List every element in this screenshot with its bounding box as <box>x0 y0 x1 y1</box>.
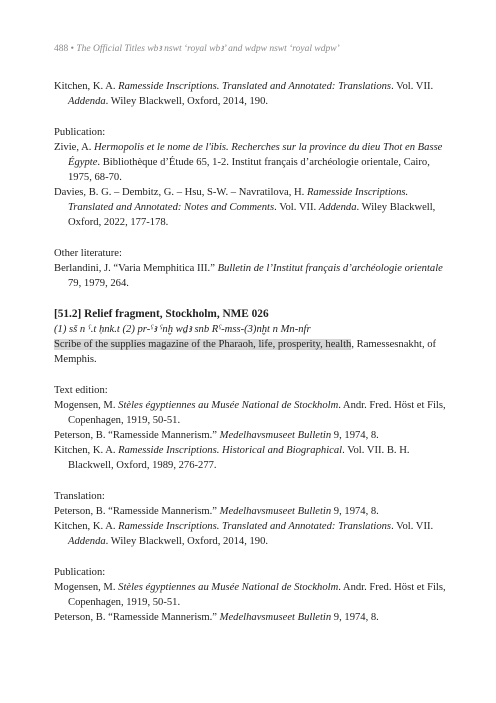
reference-entry <box>54 398 446 428</box>
ref-details: . Wiley Blackwell, Oxford, 2014, 190. <box>105 96 269 107</box>
ref-author: Kitchen, K. A. <box>54 81 119 92</box>
ref-author: Kitchen, K. A. <box>54 445 119 456</box>
ref-author: Davies, B. G. – Dembitz, G. – Hsu, S-W. – Navratilova, H. <box>54 187 307 198</box>
translation-line <box>54 337 446 367</box>
ref-details: 9, 1974, 8. <box>331 612 379 623</box>
ref-details: 9, 1974, 8. <box>331 430 379 441</box>
running-title: The Official Titles wbꜣ nswt ‘royal wbꜣ’ and wdpw nswt ‘royal wdpw’ <box>76 44 340 54</box>
running-header <box>54 43 454 54</box>
ref-title: Bulletin de l’Institut français d’archéologie orientale <box>217 263 443 274</box>
ref-author: Berlandini, J. “Varia Memphitica III.” <box>54 263 218 274</box>
entry-heading: [51.2] Relief fragment, Stockholm, NME 026 <box>54 308 269 320</box>
ref-author: Peterson, B. “Ramesside Mannerism.” <box>54 612 220 623</box>
ref-author: Mogensen, M. <box>54 400 119 411</box>
ref-title: Ramesside Inscriptions. Translated and Annotated: Translations <box>118 521 392 532</box>
reference-entry <box>54 185 446 230</box>
reference-entry <box>54 443 446 473</box>
ref-details: . Andr. Fred. Höst et Fils, Copenhagen, 1919, 50-51. <box>68 582 446 608</box>
ref-title: Medelhavsmuseet Bulletin <box>219 506 332 517</box>
ref-details: 9, 1974, 8. <box>331 506 379 517</box>
reference-entry <box>54 610 446 625</box>
section-label-publication: Publication: <box>54 567 106 578</box>
ref-author: Mogensen, M. <box>54 582 119 593</box>
reference-entry <box>54 519 446 549</box>
ref-details: . Andr. Fred. Höst et Fils, Copenhagen, 1919, 50-51. <box>68 400 446 426</box>
section-label-other-literature: Other literature: <box>54 248 122 259</box>
ref-title: Ramesside Inscriptions. Translated and Annotated: Notes and Comments <box>68 187 409 213</box>
section-label-publication: Publication: <box>54 127 106 138</box>
ref-details: 79, 1979, 264. <box>68 278 129 289</box>
ref-author: Peterson, B. “Ramesside Mannerism.” <box>54 506 220 517</box>
ref-title: Ramesside Inscriptions. Translated and Annotated: Translations <box>118 81 392 92</box>
ref-details: . Wiley Blackwell, Oxford, 2022, 177-178. <box>68 202 436 228</box>
ref-title: Addenda <box>68 536 106 547</box>
ref-details: . Wiley Blackwell, Oxford, 2014, 190. <box>105 536 269 547</box>
page-number: 488 <box>54 44 69 54</box>
header-separator: • <box>70 44 74 54</box>
highlighted-text: Scribe of the supplies magazine of the Pharaoh, life, prosperity, health <box>54 339 352 350</box>
section-label-translation: Translation: <box>54 491 105 502</box>
ref-title: Ramesside Inscriptions. Historical and Biographical <box>118 445 343 456</box>
ref-title: Addenda <box>68 96 106 107</box>
page-body <box>54 79 446 625</box>
ref-text: . Vol. VII. <box>274 202 319 213</box>
ref-details: . Bibliothèque d’Étude 65, 1-2. Institut français d’archéologie orientale, Cairo, 1975, 68-70. <box>68 157 430 183</box>
reference-entry <box>54 580 446 610</box>
reference-entry <box>54 504 446 519</box>
ref-title: Stèles égyptiennes au Musée National de Stockholm <box>118 582 339 593</box>
ref-details: . Vol. VII. B. H. Blackwell, Oxford, 1989, 276-277. <box>68 445 410 471</box>
ref-text: . Vol. VII. <box>391 521 434 532</box>
section-label-text-edition: Text edition: <box>54 385 108 396</box>
ref-author: Kitchen, K. A. <box>54 521 119 532</box>
reference-entry <box>54 140 446 185</box>
ref-author: Zivie, A. <box>54 142 95 153</box>
transliteration: (1) sš n ˁ.t ḥnk.t (2) pr-ˁꜣ ˁnḫ wḏꜣ snb Rˁ-mss-(3)nḫt n Mn-nfr <box>54 324 311 335</box>
ref-author: Peterson, B. “Ramesside Mannerism.” <box>54 430 220 441</box>
translation-rest: , Ramessesnakht, of Memphis. <box>54 339 437 365</box>
ref-title: Hermopolis et le nome de l'ibis. Recherches sur la province du dieu Thot en Basse Égypte <box>68 142 443 168</box>
ref-title: Medelhavsmuseet Bulletin <box>219 430 332 441</box>
ref-title: Stèles égyptiennes au Musée National de Stockholm <box>118 400 339 411</box>
reference-entry <box>54 79 446 109</box>
reference-entry <box>54 261 446 291</box>
ref-title: Medelhavsmuseet Bulletin <box>219 612 332 623</box>
ref-title: Addenda <box>318 202 357 213</box>
ref-text: . Vol. VII. <box>391 81 434 92</box>
reference-entry <box>54 428 446 443</box>
